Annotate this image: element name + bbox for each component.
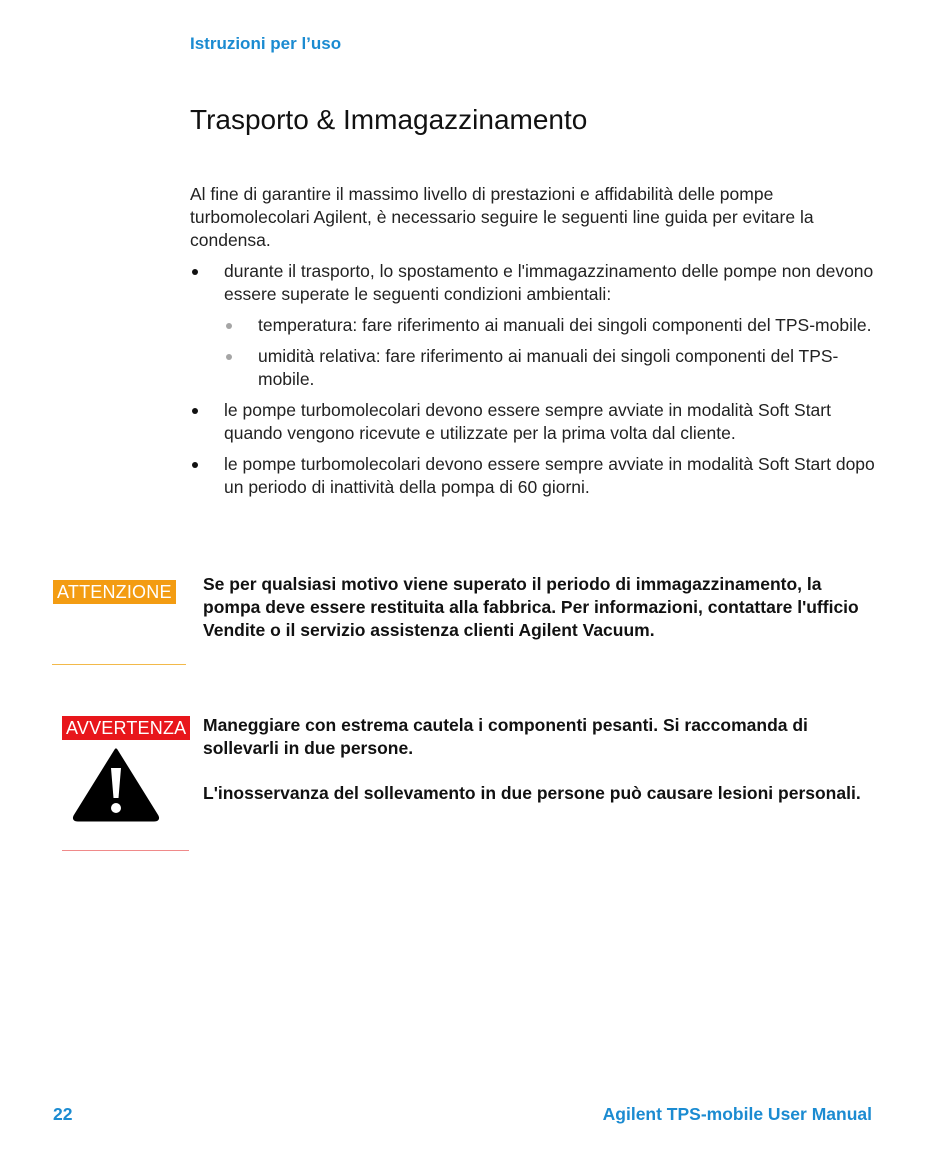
warning-text-2: L'inosservanza del sollevamento in due persone può causare lesioni personali. bbox=[203, 783, 861, 803]
warning-badge: AVVERTENZA bbox=[62, 716, 190, 740]
sub-list-item: temperatura: fare riferimento ai manuali dei singoli componenti del TPS-mobile. bbox=[224, 314, 880, 337]
caution-notice bbox=[203, 573, 863, 642]
list-item: le pompe turbomolecolari devono essere sempre avviate in modalità Soft Start dopo un periodo di inattività della pompa di 60 giorni. bbox=[190, 453, 880, 499]
list-item: le pompe turbomolecolari devono essere sempre avviate in modalità Soft Start quando vengono ricevute e utilizzate per la prima volta dal cliente. bbox=[190, 399, 880, 445]
page-number: 22 bbox=[53, 1104, 73, 1124]
caution-badge: ATTENZIONE bbox=[53, 580, 176, 604]
running-header: Istruzioni per l’uso bbox=[190, 34, 342, 53]
page-title: Trasporto & Immagazzinamento bbox=[190, 104, 588, 135]
manual-title: Agilent TPS-mobile User Manual bbox=[602, 1104, 872, 1124]
list-item-text: durante il trasporto, lo spostamento e l'immagazzinamento delle pompe non devono essere superate le seguenti condizioni ambientali: bbox=[224, 261, 874, 304]
warning-triangle-icon bbox=[71, 746, 161, 822]
warning-divider bbox=[62, 850, 189, 851]
caution-text: Se per qualsiasi motivo viene superato il periodo di immagazzinamento, la pompa deve essere restituita alla fabbrica. Per informazioni, contattare l'ufficio Vendite o il servizio assistenza clienti Agilent Vacuum. bbox=[203, 574, 859, 640]
intro-paragraph: Al fine di garantire il massimo livello di prestazioni e affidabilità delle pompe turbomolecolari Agilent, è necessario seguire le seguenti line guida per evitare la condensa. bbox=[190, 184, 814, 250]
sub-list-item: umidità relativa: fare riferimento ai manuali dei singoli componenti del TPS-mobile. bbox=[224, 345, 880, 391]
warning-notice bbox=[203, 714, 863, 805]
list-item bbox=[190, 260, 880, 391]
bullet-list bbox=[190, 260, 880, 499]
body-content bbox=[190, 183, 880, 507]
caution-divider bbox=[52, 664, 186, 665]
sub-bullet-list bbox=[224, 314, 880, 391]
warning-text-1: Maneggiare con estrema cautela i componenti pesanti. Si raccomanda di sollevarli in due persone. bbox=[203, 715, 808, 758]
